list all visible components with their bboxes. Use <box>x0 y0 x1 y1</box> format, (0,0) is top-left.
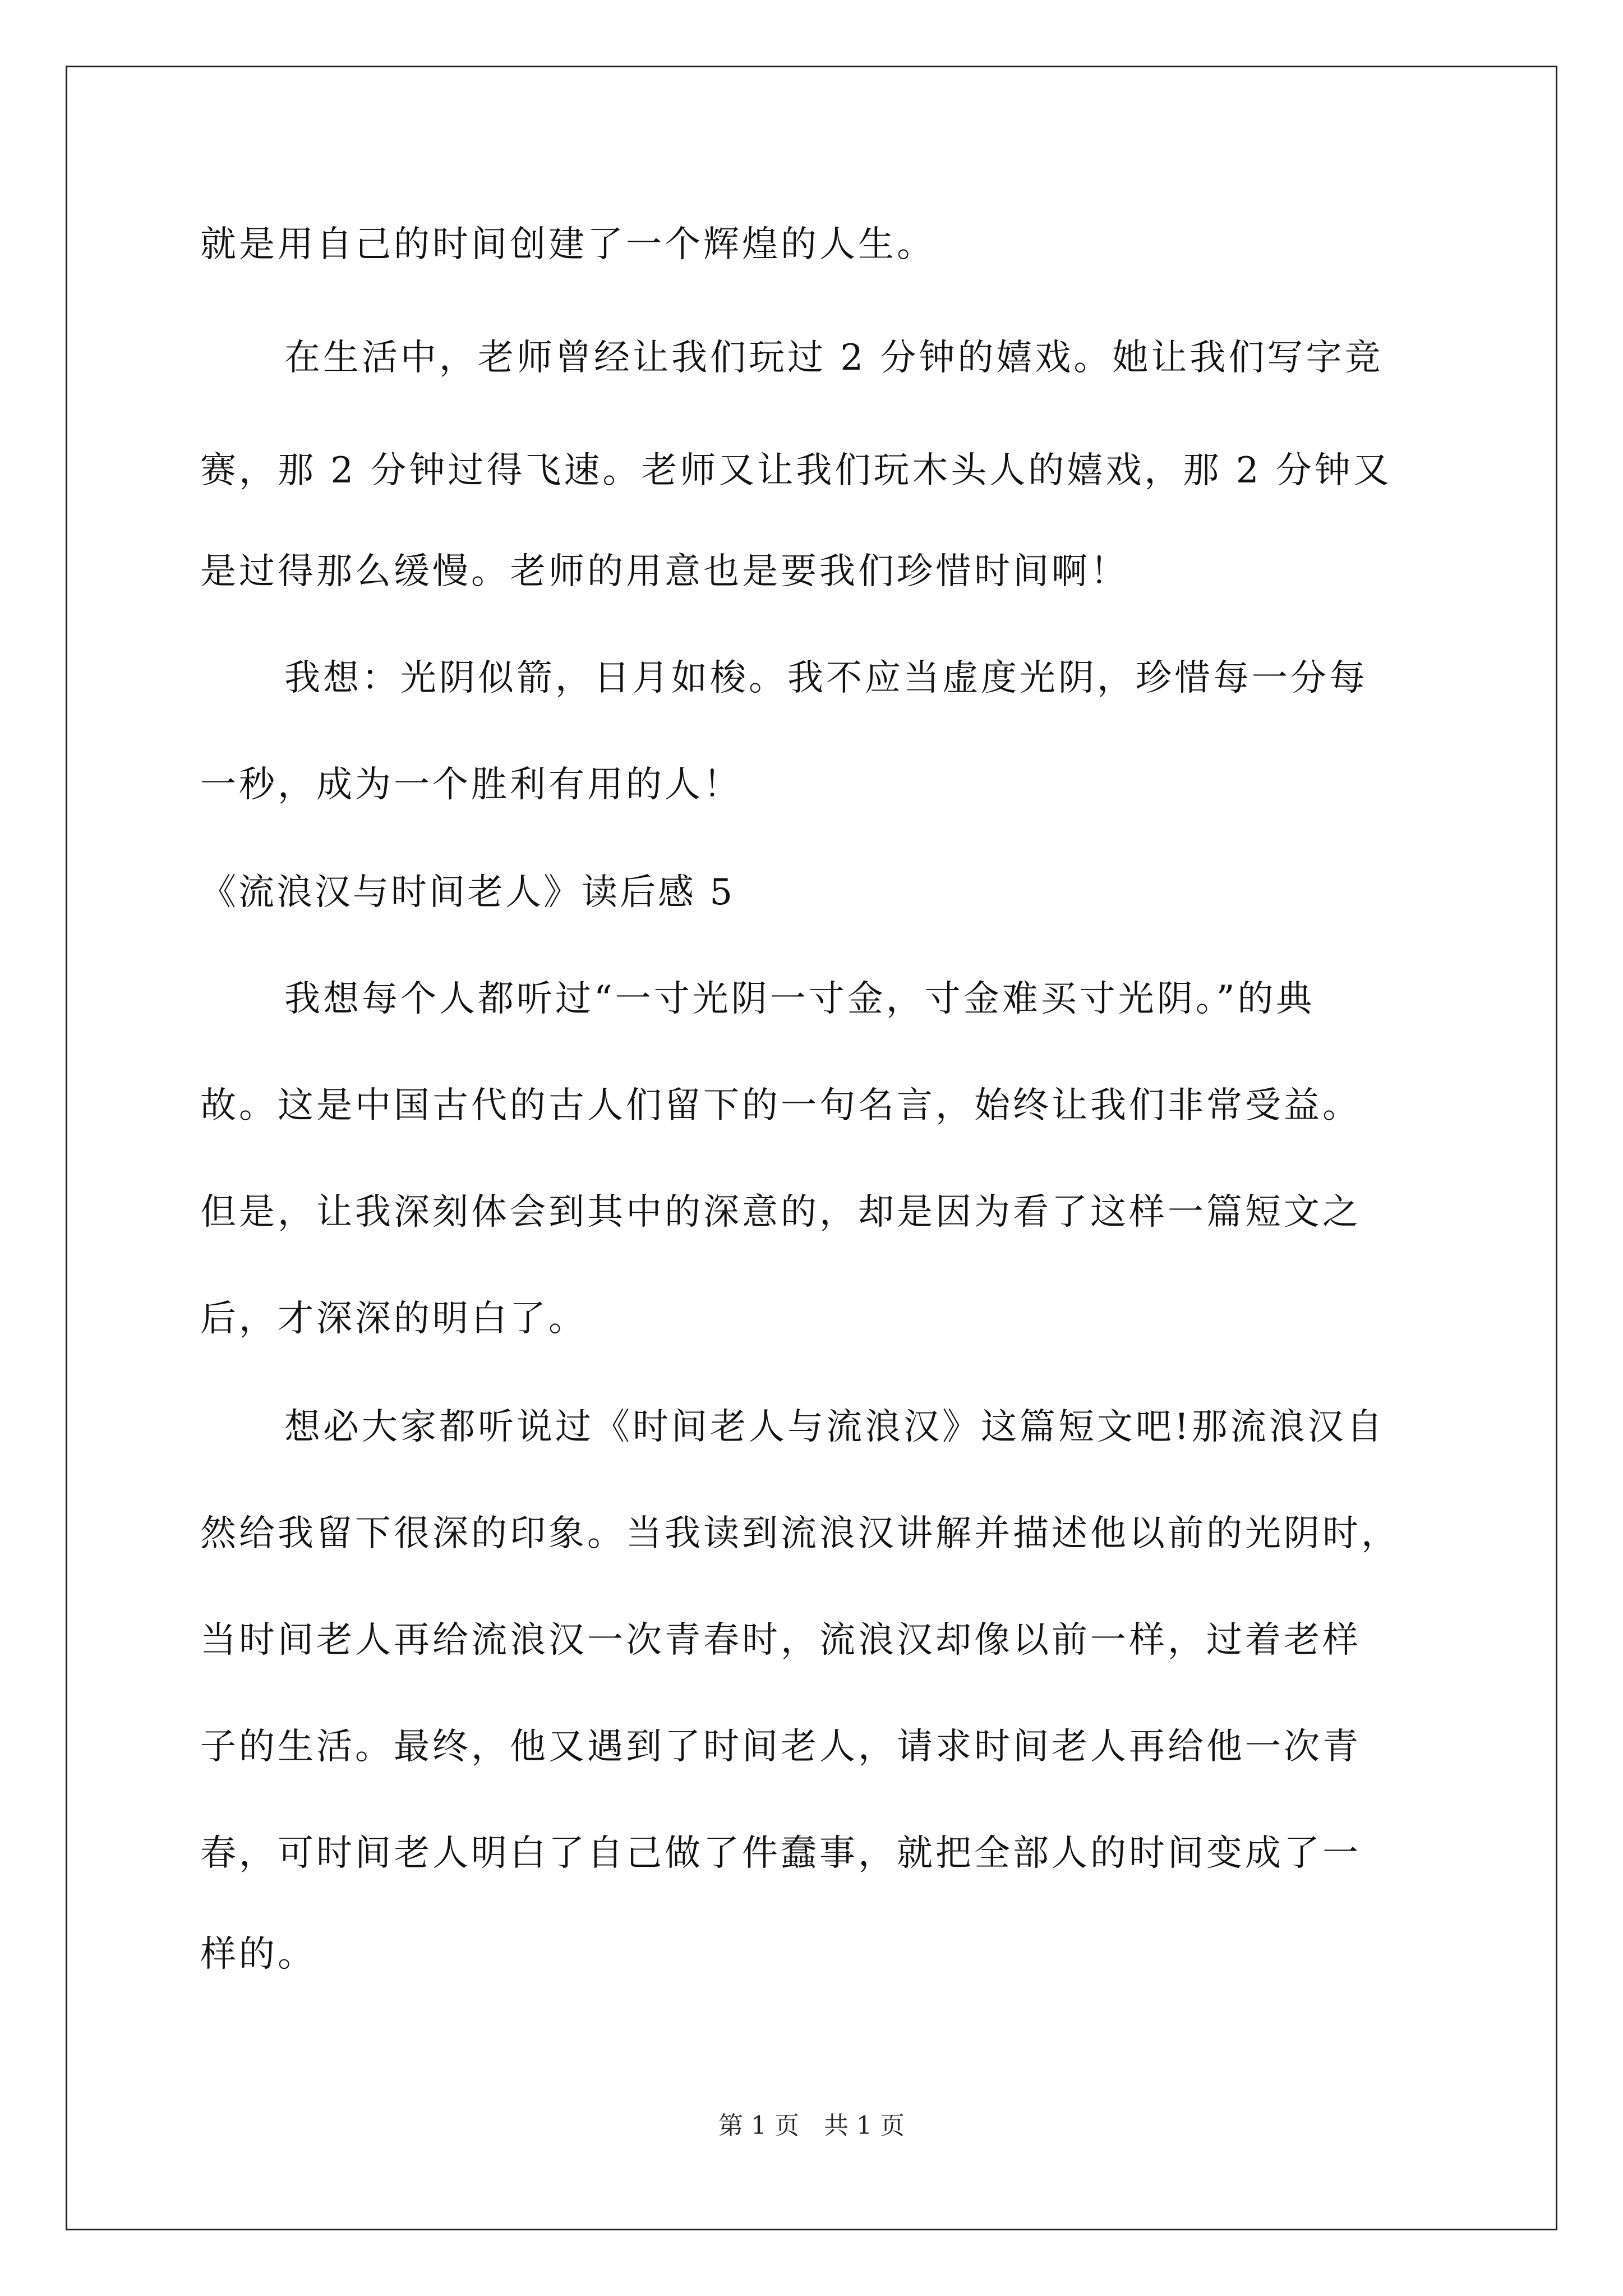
paragraph-line: 春，可时间老人明白了自己做了件蠢事，就把全部人的时间变成了一 <box>200 1833 1361 1874</box>
paragraph-line: 就是用自己的时间创建了一个辉煌的人生。 <box>200 224 935 265</box>
paragraph-line: 想必大家都听说过《时间老人与流浪汉》这篇短文吧!那流浪汉自 <box>284 1406 1385 1448</box>
paragraph-line: 一秒，成为一个胜利有用的人！ <box>200 764 742 806</box>
section-heading: 《流浪汉与时间老人》读后感 5 <box>200 872 735 913</box>
page-footer: 第 1 页 共 1 页 <box>718 2111 905 2140</box>
paragraph-line: 但是，让我深刻体会到其中的深意的，却是因为看了这样一篇短文之 <box>200 1191 1361 1233</box>
paragraph-line: 后，才深深的明白了。 <box>200 1298 587 1340</box>
paragraph-line: 我想：光阴似箭，日月如梭。我不应当虚度光阴，珍惜每一分每 <box>284 657 1368 699</box>
page-border <box>66 66 1557 2230</box>
paragraph-line: 在生活中，老师曾经让我们玩过 2 分钟的嬉戏。她让我们写字竞 <box>284 337 1384 379</box>
paragraph-line: 然给我留下很深的印象。当我读到流浪汉讲解并描述他以前的光阴时， <box>200 1513 1400 1554</box>
paragraph-line: 当时间老人再给流浪汉一次青春时，流浪汉却像以前一样，过着老样 <box>200 1619 1361 1661</box>
paragraph-line: 子的生活。最终，他又遇到了时间老人，请求时间老人再给他一次青 <box>200 1726 1361 1768</box>
paragraph-line: 我想每个人都听过“一寸光阴一寸金，寸金难买寸光阴。”的典 <box>284 978 1315 1020</box>
paragraph-line: 是过得那么缓慢。老师的用意也是要我们珍惜时间啊！ <box>200 551 1129 592</box>
paragraph-line: 故。这是中国古代的古人们留下的一句名言，始终让我们非常受益。 <box>200 1085 1361 1126</box>
paragraph-line: 赛，那 2 分钟过得飞速。老师又让我们玩木头人的嬉戏，那 2 分钟又 <box>200 450 1392 491</box>
paragraph-line: 样的。 <box>200 1934 316 1975</box>
